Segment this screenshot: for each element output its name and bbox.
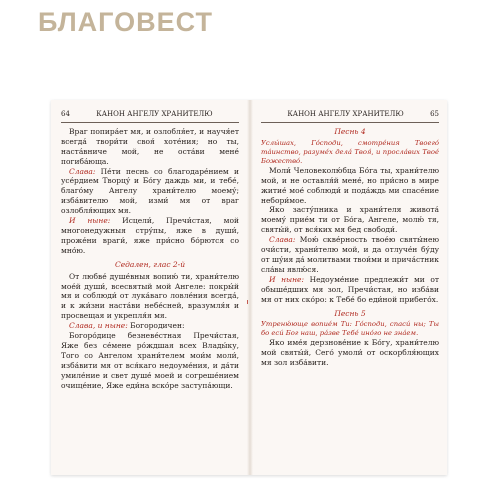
paragraph: Слава: Пе́ти песнь со благодаре́нием и усе́рдием Творцу́ и Бо́гу даждь ми, и тебе́, благо́му Ангелу храни́телю моему́; изба́вителю мой, изми́ мя от враг озлобля́ющих мя. <box>61 166 239 216</box>
right-page-number: 65 <box>430 110 439 118</box>
sedalen-title: Седален, глас 2-й <box>114 259 186 269</box>
right-running-head <box>261 110 439 123</box>
open-book <box>51 100 447 475</box>
song5-title: Песнь 5 <box>334 308 366 318</box>
page-edge-mark <box>247 300 248 304</box>
irmos-4: Услы́шах, Го́споди, смотре́ния Твоего́ та́инство, разуме́х дела́ Твоя́, и просла́вих Твое́ Божество́. <box>261 138 439 165</box>
left-page-number: 64 <box>61 110 70 118</box>
brand-logo: БЛАГОВЕСТ <box>38 7 213 37</box>
left-page <box>61 110 239 470</box>
paragraph: Яко име́я дерзнове́ние к Бо́гу, храни́телю мой святы́й, Сего́ умоли́ от оскорбля́ющих мя зол изба́вити. <box>261 338 439 368</box>
paragraph: От любве́ душе́вныя вопию́ ти, храни́телю мое́й души́, всесвятый мой Ангеле: покры́й мя и соблюди́ от лука́ваго ловле́ния всегда́, и к жи́зни наста́ви небе́сней, вразумля́я и просвещая и укрепля́я мя. <box>61 271 239 321</box>
paragraph: Слава, и ныне: Богородичен: <box>69 321 185 331</box>
paragraph: Яко засту́пника и храни́теля живота́ моему́ прие́м ти от Бо́га, Ангеле, молю́ тя, святы́й, от вся́ких мя бед свободи́. <box>261 205 439 235</box>
right-page <box>261 110 439 470</box>
paragraph: Моли́ Человеколю́бца Бо́га ты, храни́телю мой, и не оставля́й мене́, но при́сно в мире житие́ мое́ соблюди́ и пода́ждь ми спасе́ние небори́мое. <box>261 165 439 205</box>
paragraph: Богоро́дице безневе́стная Пречи́стая, Яже без се́мене ро́ждшая всех Влады́ку, Того со Ангелом храни́телем мои́м моли́, изба́вити мя от вся́каго недоуме́ния, и да́ти умиле́ние и свет душе́ моей и согреше́нием очище́ние, Яже еди́на вско́ре заступа́ющи. <box>61 331 239 390</box>
irmos-5: Утреню́юще вопие́м Ти: Го́споди, спаси́ ны; Ты бо еси́ Бог наш, ра́зве Тебе́ ино́го не зна́ем. <box>261 320 439 338</box>
left-running-title: КАНОН АНГЕЛУ ХРАНИТЕЛЮ <box>96 110 213 118</box>
left-running-head <box>61 110 239 123</box>
paragraph: И ныне: Недоуме́ние предлежи́т ми от обыше́дших мя зол, Пречи́стая, но изба́ви мя от них ско́ро: к Тебе́ бо еди́ной прибего́х. <box>261 274 439 304</box>
right-running-title: КАНОН АНГЕЛУ ХРАНИТЕЛЮ <box>287 110 404 118</box>
paragraph: Враг попира́ет мя, и озлобля́ет, и научя́ет всегда́ твори́ти своя́ хоте́ния; но ты, наста́вниче мой, не оста́ви мене́ погиба́юща. <box>61 126 239 166</box>
paragraph: И ныне: Исцели́, Пречи́стая, мой многонедужныя стру́пы, яже в души́, проже́ни враги́, яже при́сно бо́рются со мно́ю. <box>61 216 239 255</box>
book-gutter <box>247 100 253 475</box>
paragraph: Слава: Мою́ скве́рность твое́ю святы́нею очи́сти, храни́телю мой, и да отлуче́н бу́ду от шу́ия да́ молитвами твои́ми и прича́стник сла́вы явлю́ся. <box>261 235 439 274</box>
song4-title: Песнь 4 <box>334 126 366 136</box>
